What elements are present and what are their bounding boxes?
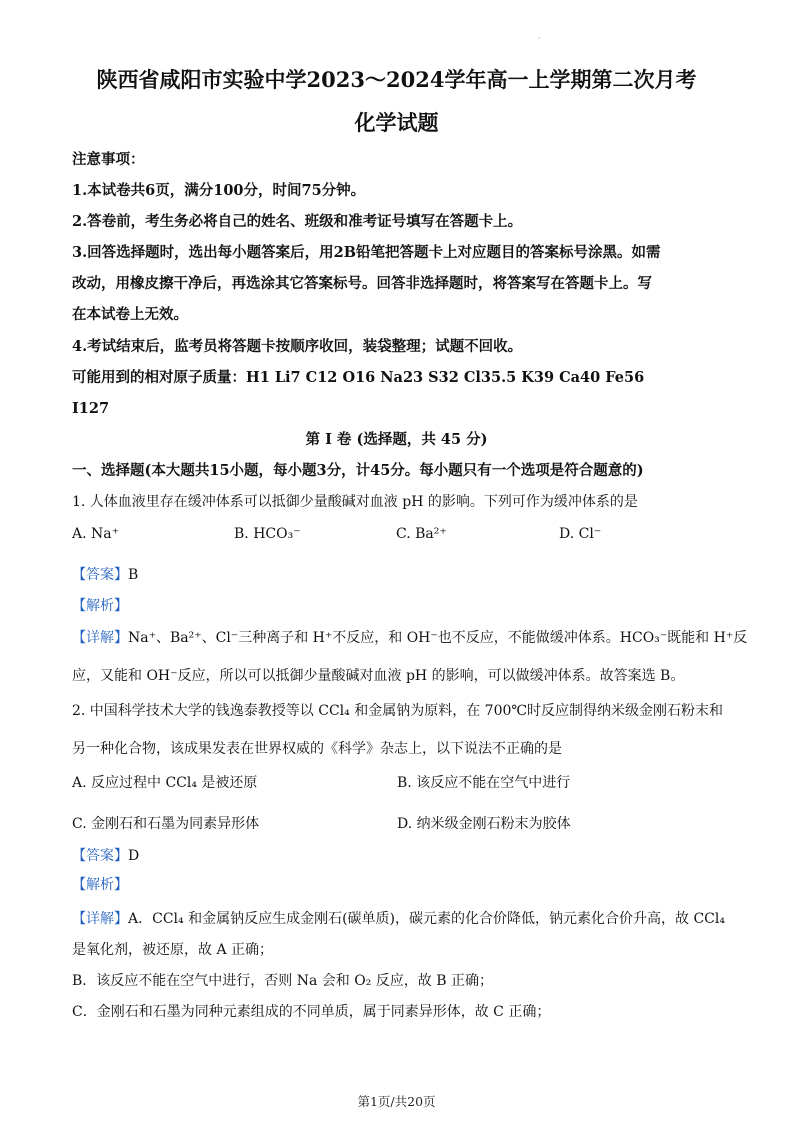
notice-item: 在本试卷上无效。 <box>72 306 188 323</box>
question-2-stem: 2. 中国科学技术大学的钱逸泰教授等以 CCl₄ 和金属钠为原料，在 700℃时反应制得纳米级金刚石粉末和 <box>72 703 724 719</box>
bracket-tag: 【详解】 <box>72 911 128 927</box>
q1-option-d: D. Cl⁻ <box>559 526 602 542</box>
q1-detail: 【详解】Na⁺、Ba²⁺、Cl⁻三种离子和 H⁺不反应，和 OH⁻也不反应，不能做缓冲体系。HCO₃⁻既能和 H⁺反 <box>72 630 748 646</box>
q1-option-a: A. Na⁺ <box>72 526 119 542</box>
q2-option-d: D. 纳米级金刚石粉末为胶体 <box>397 816 571 832</box>
q2-detail-cont: 是氧化剂，被还原，故 A 正确； <box>72 942 274 958</box>
q1-option-c: C. Ba²⁺ <box>396 526 447 542</box>
q2-detail-c: C．金刚石和石墨为同种元素组成的不同单质，属于同素异形体，故 C 正确； <box>72 1004 551 1020</box>
section-title: 第 I 卷 (选择题，共 45 分) <box>305 431 488 448</box>
bracket-tag: 【解析】 <box>72 877 128 893</box>
page-number: 第1页/共20页 <box>357 1094 436 1109</box>
q2-option-a: A. 反应过程中 CCl₄ 是被还原 <box>72 775 258 791</box>
scan-dot: · <box>538 34 541 43</box>
notice-item: 1.本试卷共6页，满分100分，时间75分钟。 <box>72 182 366 199</box>
notice-heading: 注意事项： <box>72 151 145 168</box>
q1-answer: 【答案】B <box>72 567 139 583</box>
notice-item: 3.回答选择题时，选出每小题答案后，用2B铅笔把答题卡上对应题目的答案标号涂黑。如需 <box>72 244 661 261</box>
section-instruction: 一、选择题(本大题共15小题，每小题3分，计45分。每小题只有一个选项是符合题意的) <box>72 462 644 479</box>
bracket-tag: 【答案】 <box>72 848 128 864</box>
page-subtitle: 化学试题 <box>354 110 439 135</box>
question-2-stem-cont: 另一种化合物，该成果发表在世界权威的《科学》杂志上，以下说法不正确的是 <box>72 741 562 757</box>
q2-option-b: B. 该反应不能在空气中进行 <box>397 775 571 791</box>
bracket-tag: 【答案】 <box>72 567 128 583</box>
q2-detail: 【详解】A．CCl₄ 和金属钠反应生成金刚石(碳单质)，碳元素的化合价降低，钠元素化合价升高，故 CCl₄ <box>72 911 725 927</box>
q1-option-b: B. HCO₃⁻ <box>234 526 301 542</box>
q2-detail-b: B．该反应不能在空气中进行，否则 Na 会和 O₂ 反应，故 B 正确； <box>72 973 493 989</box>
atomic-masses: 可能用到的相对原子质量：H1 Li7 C12 O16 Na23 S32 Cl35.5 K39 Ca40 Fe56 <box>72 369 645 386</box>
q1-analysis-label <box>72 596 721 616</box>
bracket-tag: 【解析】 <box>72 598 128 614</box>
question-1-stem: 1. 人体血液里存在缓冲体系可以抵御少量酸碱对血液 pH 的影响。下列可作为缓冲体系的是 <box>72 494 638 510</box>
page-title: 陕西省咸阳市实验中学2023～2024学年高一上学期第二次月考 <box>96 67 697 92</box>
q1-detail-cont: 应，又能和 OH⁻反应，所以可以抵御少量酸碱对血液 pH 的影响，可以做缓冲体系。故答案选 B。 <box>72 668 685 684</box>
q2-analysis-label <box>72 875 721 895</box>
notice-item: 2.答卷前，考生务必将自己的姓名、班级和准考证号填写在答题卡上。 <box>72 213 523 230</box>
notice-item: 4.考试结束后，监考员将答题卡按顺序收回，装袋整理；试题不回收。 <box>72 338 523 355</box>
atomic-masses-cont: I127 <box>72 400 110 417</box>
q2-option-c: C. 金刚石和石墨为同素异形体 <box>72 816 260 832</box>
notice-item: 改动，用橡皮擦干净后，再选涂其它答案标号。回答非选择题时，将答案写在答题卡上。写 <box>72 275 652 292</box>
q2-answer: 【答案】D <box>72 848 140 864</box>
bracket-tag: 【详解】 <box>72 630 128 646</box>
